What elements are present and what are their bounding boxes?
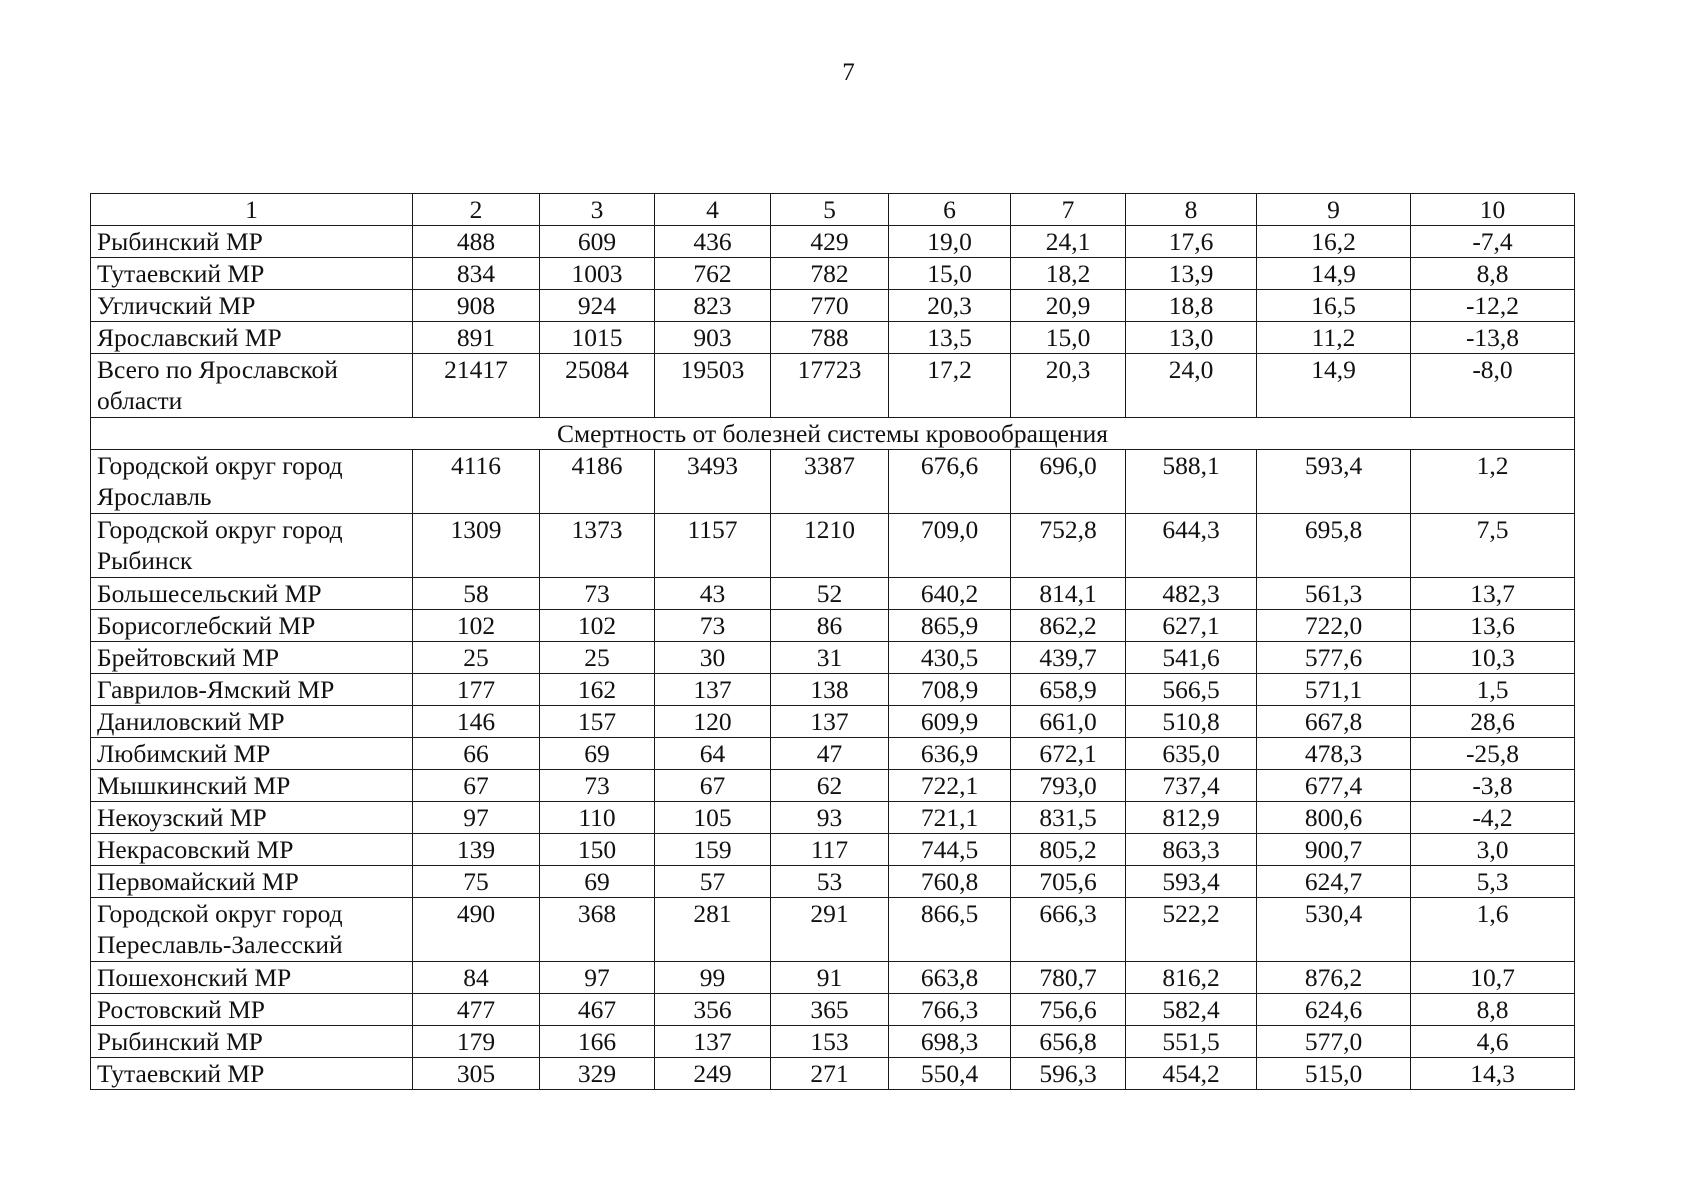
value-cell: 10,3: [1411, 642, 1575, 674]
value-cell: 166: [540, 1026, 655, 1058]
value-cell: 831,5: [1011, 802, 1126, 834]
value-cell: 454,2: [1126, 1058, 1257, 1090]
value-cell: 708,9: [889, 674, 1011, 706]
territory-name-cell: Рыбинский МР: [91, 226, 413, 258]
value-cell: 31: [771, 642, 889, 674]
value-cell: 752,8: [1011, 514, 1126, 578]
header-cell: 3: [540, 194, 655, 226]
value-cell: 14,9: [1257, 354, 1411, 418]
value-cell: 356: [655, 994, 771, 1026]
value-cell: 53: [771, 866, 889, 898]
value-cell: 4,6: [1411, 1026, 1575, 1058]
territory-name-cell: Большесельский МР: [91, 578, 413, 610]
value-cell: -8,0: [1411, 354, 1575, 418]
value-cell: 67: [655, 770, 771, 802]
value-cell: 17,6: [1126, 226, 1257, 258]
header-cell: 1: [91, 194, 413, 226]
value-cell: 1003: [540, 258, 655, 290]
value-cell: 924: [540, 290, 655, 322]
page-number: 7: [842, 59, 855, 86]
territory-name-cell: Любимский МР: [91, 738, 413, 770]
value-cell: 365: [771, 994, 889, 1026]
value-cell: 24,1: [1011, 226, 1126, 258]
value-cell: 159: [655, 834, 771, 866]
section-title: Смертность от болезней системы кровообращения: [91, 418, 1575, 450]
value-cell: 566,5: [1126, 674, 1257, 706]
value-cell: 721,1: [889, 802, 1011, 834]
value-cell: 635,0: [1126, 738, 1257, 770]
value-cell: 541,6: [1126, 642, 1257, 674]
value-cell: 93: [771, 802, 889, 834]
value-cell: 368: [540, 898, 655, 962]
header-cell: 2: [413, 194, 540, 226]
value-cell: 762: [655, 258, 771, 290]
territory-name-cell: Мышкинский МР: [91, 770, 413, 802]
value-cell: 737,4: [1126, 770, 1257, 802]
value-cell: 20,3: [1011, 354, 1126, 418]
value-cell: 800,6: [1257, 802, 1411, 834]
value-cell: 593,4: [1126, 866, 1257, 898]
value-cell: 834: [413, 258, 540, 290]
table-row: [91, 226, 1575, 258]
value-cell: 249: [655, 1058, 771, 1090]
value-cell: 609: [540, 226, 655, 258]
header-cell: 10: [1411, 194, 1575, 226]
value-cell: 866,5: [889, 898, 1011, 962]
territory-name-cell: Гаврилов-Ямский МР: [91, 674, 413, 706]
value-cell: 627,1: [1126, 610, 1257, 642]
value-cell: 21417: [413, 354, 540, 418]
territory-name-cell: Борисоглебский МР: [91, 610, 413, 642]
value-cell: 146: [413, 706, 540, 738]
value-cell: -25,8: [1411, 738, 1575, 770]
table-row: [91, 642, 1575, 674]
value-cell: 73: [655, 610, 771, 642]
value-cell: 99: [655, 962, 771, 994]
value-cell: 25: [413, 642, 540, 674]
value-cell: 102: [540, 610, 655, 642]
value-cell: 17723: [771, 354, 889, 418]
value-cell: 571,1: [1257, 674, 1411, 706]
value-cell: 436: [655, 226, 771, 258]
value-cell: 75: [413, 866, 540, 898]
value-cell: 1,6: [1411, 898, 1575, 962]
value-cell: 582,4: [1126, 994, 1257, 1026]
value-cell: 15,0: [889, 258, 1011, 290]
value-cell: 13,6: [1411, 610, 1575, 642]
value-cell: 19503: [655, 354, 771, 418]
value-cell: 490: [413, 898, 540, 962]
value-cell: 658,9: [1011, 674, 1126, 706]
value-cell: 430,5: [889, 642, 1011, 674]
value-cell: 550,4: [889, 1058, 1011, 1090]
value-cell: 666,3: [1011, 898, 1126, 962]
value-cell: 744,5: [889, 834, 1011, 866]
value-cell: 812,9: [1126, 802, 1257, 834]
value-cell: 13,5: [889, 322, 1011, 354]
value-cell: 7,5: [1411, 514, 1575, 578]
value-cell: 52: [771, 578, 889, 610]
value-cell: 157: [540, 706, 655, 738]
value-cell: 644,3: [1126, 514, 1257, 578]
value-cell: 3,0: [1411, 834, 1575, 866]
value-cell: 1015: [540, 322, 655, 354]
value-cell: 11,2: [1257, 322, 1411, 354]
value-cell: 162: [540, 674, 655, 706]
value-cell: 18,2: [1011, 258, 1126, 290]
value-cell: 561,3: [1257, 578, 1411, 610]
value-cell: 667,8: [1257, 706, 1411, 738]
value-cell: 120: [655, 706, 771, 738]
value-cell: 97: [540, 962, 655, 994]
value-cell: 705,6: [1011, 866, 1126, 898]
header-cell: 4: [655, 194, 771, 226]
value-cell: 47: [771, 738, 889, 770]
value-cell: 805,2: [1011, 834, 1126, 866]
value-cell: 30: [655, 642, 771, 674]
table-row: [91, 450, 1575, 514]
value-cell: 1210: [771, 514, 889, 578]
value-cell: 672,1: [1011, 738, 1126, 770]
value-cell: 20,9: [1011, 290, 1126, 322]
value-cell: 760,8: [889, 866, 1011, 898]
value-cell: 153: [771, 1026, 889, 1058]
value-cell: 139: [413, 834, 540, 866]
value-cell: 73: [540, 578, 655, 610]
value-cell: 58: [413, 578, 540, 610]
value-cell: 62: [771, 770, 889, 802]
territory-name-cell: Брейтовский МР: [91, 642, 413, 674]
value-cell: 515,0: [1257, 1058, 1411, 1090]
value-cell: 8,8: [1411, 994, 1575, 1026]
value-cell: 84: [413, 962, 540, 994]
value-cell: -13,8: [1411, 322, 1575, 354]
value-cell: 67: [413, 770, 540, 802]
value-cell: 25084: [540, 354, 655, 418]
value-cell: 1,2: [1411, 450, 1575, 514]
value-cell: 593,4: [1257, 450, 1411, 514]
table-row: [91, 1026, 1575, 1058]
table-row: [91, 610, 1575, 642]
value-cell: 64: [655, 738, 771, 770]
value-cell: 15,0: [1011, 322, 1126, 354]
value-cell: 782: [771, 258, 889, 290]
value-cell: 530,4: [1257, 898, 1411, 962]
value-cell: 624,6: [1257, 994, 1411, 1026]
value-cell: 429: [771, 226, 889, 258]
table-body: [91, 194, 1575, 1090]
value-cell: 522,2: [1126, 898, 1257, 962]
table-row: [91, 578, 1575, 610]
table-row: [91, 706, 1575, 738]
value-cell: 482,3: [1126, 578, 1257, 610]
territory-name-cell: Всего по Ярославской области: [91, 354, 413, 418]
value-cell: 10,7: [1411, 962, 1575, 994]
table-row: [91, 802, 1575, 834]
value-cell: 28,6: [1411, 706, 1575, 738]
value-cell: 271: [771, 1058, 889, 1090]
value-cell: 137: [655, 674, 771, 706]
value-cell: 137: [771, 706, 889, 738]
value-cell: 110: [540, 802, 655, 834]
territory-name-cell: Ярославский МР: [91, 322, 413, 354]
value-cell: 862,2: [1011, 610, 1126, 642]
value-cell: 3493: [655, 450, 771, 514]
value-cell: 3387: [771, 450, 889, 514]
value-cell: 117: [771, 834, 889, 866]
value-cell: 891: [413, 322, 540, 354]
value-cell: -4,2: [1411, 802, 1575, 834]
header-cell: 8: [1126, 194, 1257, 226]
value-cell: 770: [771, 290, 889, 322]
value-cell: 876,2: [1257, 962, 1411, 994]
value-cell: -12,2: [1411, 290, 1575, 322]
table-row: [91, 770, 1575, 802]
header-cell: 7: [1011, 194, 1126, 226]
value-cell: 656,8: [1011, 1026, 1126, 1058]
table-row: [91, 354, 1575, 418]
value-cell: 13,9: [1126, 258, 1257, 290]
territory-name-cell: Городской округ город Переславль-Залесский: [91, 898, 413, 962]
value-cell: 865,9: [889, 610, 1011, 642]
value-cell: 69: [540, 738, 655, 770]
section-header-row: [91, 418, 1575, 450]
value-cell: 25: [540, 642, 655, 674]
value-cell: 177: [413, 674, 540, 706]
value-cell: 477: [413, 994, 540, 1026]
value-cell: 86: [771, 610, 889, 642]
header-row: [91, 194, 1575, 226]
value-cell: 816,2: [1126, 962, 1257, 994]
value-cell: 908: [413, 290, 540, 322]
value-cell: 5,3: [1411, 866, 1575, 898]
value-cell: 596,3: [1011, 1058, 1126, 1090]
value-cell: 16,2: [1257, 226, 1411, 258]
value-cell: 13,0: [1126, 322, 1257, 354]
value-cell: 609,9: [889, 706, 1011, 738]
value-cell: 722,0: [1257, 610, 1411, 642]
value-cell: 677,4: [1257, 770, 1411, 802]
territory-name-cell: Угличский МР: [91, 290, 413, 322]
value-cell: 14,3: [1411, 1058, 1575, 1090]
territory-name-cell: Тутаевский МР: [91, 1058, 413, 1090]
value-cell: 102: [413, 610, 540, 642]
value-cell: 137: [655, 1026, 771, 1058]
value-cell: 788: [771, 322, 889, 354]
value-cell: 722,1: [889, 770, 1011, 802]
table-row: [91, 738, 1575, 770]
table-row: [91, 866, 1575, 898]
value-cell: 16,5: [1257, 290, 1411, 322]
value-cell: 1,5: [1411, 674, 1575, 706]
value-cell: 624,7: [1257, 866, 1411, 898]
value-cell: 709,0: [889, 514, 1011, 578]
header-cell: 6: [889, 194, 1011, 226]
value-cell: 4116: [413, 450, 540, 514]
value-cell: 4186: [540, 450, 655, 514]
value-cell: 756,6: [1011, 994, 1126, 1026]
value-cell: 8,8: [1411, 258, 1575, 290]
table-row: [91, 994, 1575, 1026]
value-cell: 577,0: [1257, 1026, 1411, 1058]
value-cell: 823: [655, 290, 771, 322]
value-cell: 551,5: [1126, 1026, 1257, 1058]
value-cell: 57: [655, 866, 771, 898]
territory-name-cell: Даниловский МР: [91, 706, 413, 738]
value-cell: 900,7: [1257, 834, 1411, 866]
header-cell: 5: [771, 194, 889, 226]
value-cell: 793,0: [1011, 770, 1126, 802]
value-cell: 305: [413, 1058, 540, 1090]
table-row: [91, 290, 1575, 322]
table-row: [91, 898, 1575, 962]
value-cell: 73: [540, 770, 655, 802]
territory-name-cell: Пошехонский МР: [91, 962, 413, 994]
value-cell: 663,8: [889, 962, 1011, 994]
value-cell: 640,2: [889, 578, 1011, 610]
value-cell: 97: [413, 802, 540, 834]
value-cell: 439,7: [1011, 642, 1126, 674]
value-cell: 636,9: [889, 738, 1011, 770]
territory-name-cell: Некоузский МР: [91, 802, 413, 834]
value-cell: 863,3: [1126, 834, 1257, 866]
value-cell: 19,0: [889, 226, 1011, 258]
territory-name-cell: Первомайский МР: [91, 866, 413, 898]
value-cell: 588,1: [1126, 450, 1257, 514]
value-cell: -3,8: [1411, 770, 1575, 802]
value-cell: 43: [655, 578, 771, 610]
value-cell: 488: [413, 226, 540, 258]
value-cell: 1309: [413, 514, 540, 578]
mortality-table: [90, 193, 1575, 1090]
territory-name-cell: Тутаевский МР: [91, 258, 413, 290]
header-cell: 9: [1257, 194, 1411, 226]
value-cell: 150: [540, 834, 655, 866]
table-row: [91, 674, 1575, 706]
value-cell: 661,0: [1011, 706, 1126, 738]
table-row: [91, 962, 1575, 994]
value-cell: 179: [413, 1026, 540, 1058]
value-cell: 698,3: [889, 1026, 1011, 1058]
value-cell: 766,3: [889, 994, 1011, 1026]
value-cell: 467: [540, 994, 655, 1026]
value-cell: 510,8: [1126, 706, 1257, 738]
table-row: [91, 1058, 1575, 1090]
value-cell: 695,8: [1257, 514, 1411, 578]
table-row: [91, 834, 1575, 866]
value-cell: 814,1: [1011, 578, 1126, 610]
value-cell: 676,6: [889, 450, 1011, 514]
table-row: [91, 514, 1575, 578]
value-cell: 14,9: [1257, 258, 1411, 290]
value-cell: 329: [540, 1058, 655, 1090]
value-cell: 577,6: [1257, 642, 1411, 674]
table-row: [91, 258, 1575, 290]
value-cell: 18,8: [1126, 290, 1257, 322]
value-cell: 281: [655, 898, 771, 962]
value-cell: 69: [540, 866, 655, 898]
table-row: [91, 322, 1575, 354]
value-cell: 13,7: [1411, 578, 1575, 610]
territory-name-cell: Ростовский МР: [91, 994, 413, 1026]
value-cell: 66: [413, 738, 540, 770]
value-cell: 105: [655, 802, 771, 834]
value-cell: 138: [771, 674, 889, 706]
value-cell: 478,3: [1257, 738, 1411, 770]
value-cell: -7,4: [1411, 226, 1575, 258]
value-cell: 780,7: [1011, 962, 1126, 994]
territory-name-cell: Городской округ город Ярославль: [91, 450, 413, 514]
territory-name-cell: Городской округ город Рыбинск: [91, 514, 413, 578]
value-cell: 1157: [655, 514, 771, 578]
value-cell: 903: [655, 322, 771, 354]
value-cell: 1373: [540, 514, 655, 578]
value-cell: 20,3: [889, 290, 1011, 322]
value-cell: 696,0: [1011, 450, 1126, 514]
value-cell: 291: [771, 898, 889, 962]
territory-name-cell: Некрасовский МР: [91, 834, 413, 866]
value-cell: 24,0: [1126, 354, 1257, 418]
value-cell: 91: [771, 962, 889, 994]
value-cell: 17,2: [889, 354, 1011, 418]
territory-name-cell: Рыбинский МР: [91, 1026, 413, 1058]
